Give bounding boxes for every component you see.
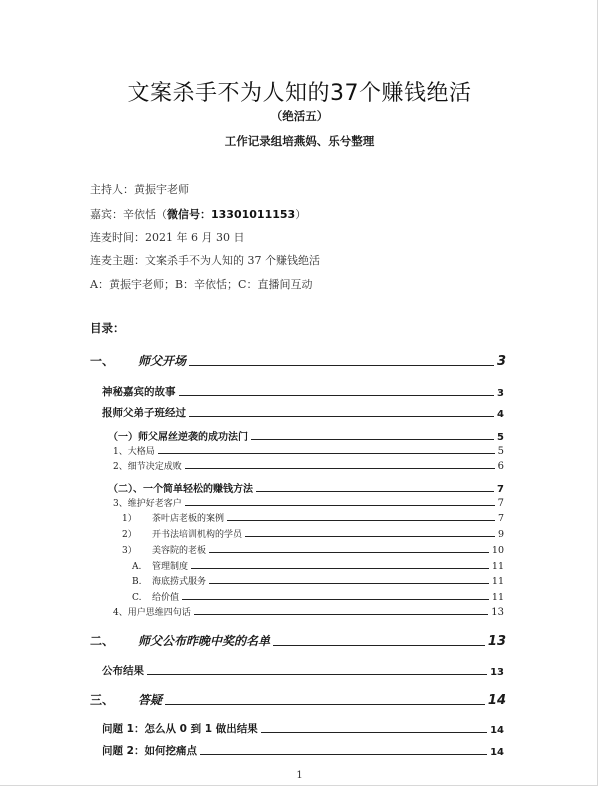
- toc-entry-qa[interactable]: [90, 691, 506, 708]
- toc-entry-title: 2、细节决定成败: [113, 462, 182, 472]
- toc-entry-opening[interactable]: [90, 352, 506, 369]
- toc-leader-line: [209, 552, 489, 553]
- toc-entry-page: 5: [497, 432, 504, 443]
- toc-entry-page: 11: [491, 561, 504, 572]
- toc-entry-title: 给价值: [152, 593, 180, 603]
- toc-entry-number: B.: [132, 577, 142, 587]
- toc-entry-management[interactable]: [132, 559, 504, 572]
- toc-entry-page: 7: [497, 498, 504, 509]
- toc-entry-number: A.: [132, 562, 142, 572]
- toc-entry-page: 11: [491, 592, 504, 603]
- toc-entry-number: 1）: [122, 514, 137, 524]
- toc-entry-title: （二）、一个简单轻松的赚钱方法: [108, 484, 253, 495]
- toc-entry-title: 美容院的老板: [152, 546, 207, 556]
- meta-roles: A：黄振宇老师；B：辛依恬；C：直播间互动: [90, 278, 313, 291]
- toc-entry-old-customers[interactable]: [113, 496, 504, 509]
- toc-entry-winners[interactable]: [90, 632, 506, 649]
- toc-leader-line: [209, 583, 489, 584]
- toc-leader-line: [189, 365, 494, 366]
- meta-topic: 连麦主题：文案杀手不为人知的 37 个赚钱绝活: [90, 254, 320, 267]
- toc-entry-title: 公布结果: [102, 665, 144, 677]
- toc-entry-service[interactable]: [132, 574, 504, 587]
- toc-entry-title: 海底捞式服务: [152, 577, 207, 587]
- toc-entry-title: 报师父弟子班经过: [102, 407, 186, 419]
- toc-leader-line: [200, 754, 487, 755]
- toc-leader-line: [191, 568, 489, 569]
- toc-entry-details[interactable]: [113, 459, 504, 472]
- toc-entry-title: 管理制度: [152, 562, 189, 572]
- toc-entry-page: 13: [487, 634, 506, 649]
- document-subtitle: （绝活五）: [270, 109, 329, 123]
- toc-entry-tea-shop[interactable]: [122, 511, 504, 524]
- toc-leader-line: [251, 439, 494, 440]
- toc-entry-page: 14: [487, 693, 506, 708]
- toc-leader-line: [182, 599, 489, 600]
- toc-entry-title: 3、维护好老客户: [113, 499, 182, 509]
- toc-leader-line: [158, 453, 495, 454]
- toc-entry-number: 3）: [122, 546, 137, 556]
- toc-entry-number: 一、: [90, 354, 115, 368]
- toc-entry-page: 10: [491, 545, 504, 556]
- toc-entry-title: 茶叶店老板的案例: [152, 514, 225, 524]
- meta-guest: [90, 206, 306, 222]
- toc-entry-title: 问题 1：怎么从 0 到 1 做出结果: [102, 723, 258, 735]
- toc-leader-line: [185, 468, 495, 469]
- toc-entry-page: 14: [490, 725, 504, 736]
- toc-leader-line: [185, 505, 495, 506]
- toc-entry-page: 11: [491, 576, 504, 587]
- toc-leader-line: [189, 416, 494, 417]
- toc-entry-page: 3: [497, 388, 504, 399]
- toc-leader-line: [256, 491, 494, 492]
- toc-entry-page: 13: [491, 607, 504, 618]
- toc-entry-question-1[interactable]: [102, 721, 504, 736]
- toc-entry-page: 5: [497, 446, 504, 457]
- toc-entry-title: 1、大格局: [113, 447, 155, 457]
- document-credit: 工作记录组培燕妈、乐兮整理: [224, 134, 375, 148]
- toc-entry-page: 4: [497, 409, 504, 420]
- toc-entry-question-2[interactable]: [102, 743, 504, 758]
- toc-leader-line: [261, 732, 487, 733]
- toc-leader-line: [194, 614, 489, 615]
- toc-entry-title: 4、用户思维四句话: [113, 608, 191, 618]
- meta-host: 主持人：黄振宇老师: [90, 183, 189, 196]
- toc-entry-apprentice-class[interactable]: [102, 405, 504, 420]
- toc-leader-line: [227, 520, 495, 521]
- toc-entry-calligraphy[interactable]: [122, 527, 504, 540]
- toc-entry-page: 13: [490, 667, 504, 678]
- toc-entry-title: 神秘嘉宾的故事: [102, 386, 176, 398]
- toc-entry-user-thinking[interactable]: [113, 605, 504, 618]
- meta-time: 连麦时间：2021 年 6 月 30 日: [90, 231, 245, 244]
- toc-entry-give-value[interactable]: [132, 590, 504, 603]
- toc-entry-easy-money[interactable]: [108, 480, 504, 495]
- toc-entry-title: 师父开场: [138, 354, 187, 368]
- document-title: 文案杀手不为人知的37个赚钱绝活: [127, 81, 472, 106]
- toc-entry-success-method[interactable]: [108, 428, 504, 443]
- page-number: 1: [296, 770, 303, 781]
- toc-entry-page: 9: [497, 529, 504, 540]
- toc-entry-title: 问题 2：如何挖痛点: [102, 745, 197, 757]
- toc-entry-page: 14: [490, 747, 504, 758]
- toc-leader-line: [245, 536, 495, 537]
- toc-entry-title: （一）师父屌丝逆袭的成功法门: [108, 432, 248, 443]
- meta-guest-suffix: ）: [295, 208, 307, 221]
- toc-entry-title: 答疑: [138, 693, 163, 707]
- toc-entry-number: 二、: [90, 634, 115, 648]
- toc-leader-line: [147, 674, 487, 675]
- toc-entry-title: 师父公布昨晚中奖的名单: [138, 634, 271, 648]
- toc-entry-title: 开书法培训机构的学员: [152, 530, 243, 540]
- toc-leader-line: [179, 395, 495, 396]
- toc-entry-guest-story[interactable]: [102, 384, 504, 399]
- meta-guest-wechat: 微信号：13301011153: [167, 208, 296, 221]
- toc-entry-results[interactable]: [102, 663, 504, 678]
- toc-entry-big-picture[interactable]: [113, 444, 504, 457]
- toc-entry-page: 6: [497, 461, 504, 472]
- toc-leader-line: [165, 704, 485, 705]
- toc-entry-page: 3: [496, 354, 506, 369]
- toc-entry-number: 2）: [122, 530, 137, 540]
- toc-leader-line: [273, 645, 485, 646]
- meta-guest-prefix: 嘉宾：辛依恬（: [90, 208, 167, 221]
- toc-entry-page: 7: [497, 513, 504, 524]
- toc-heading: 目录：: [90, 321, 125, 335]
- toc-entry-number: C.: [132, 593, 142, 603]
- toc-entry-number: 三、: [90, 693, 115, 707]
- toc-entry-page: 7: [497, 484, 504, 495]
- toc-entry-beauty-salon[interactable]: [122, 543, 504, 556]
